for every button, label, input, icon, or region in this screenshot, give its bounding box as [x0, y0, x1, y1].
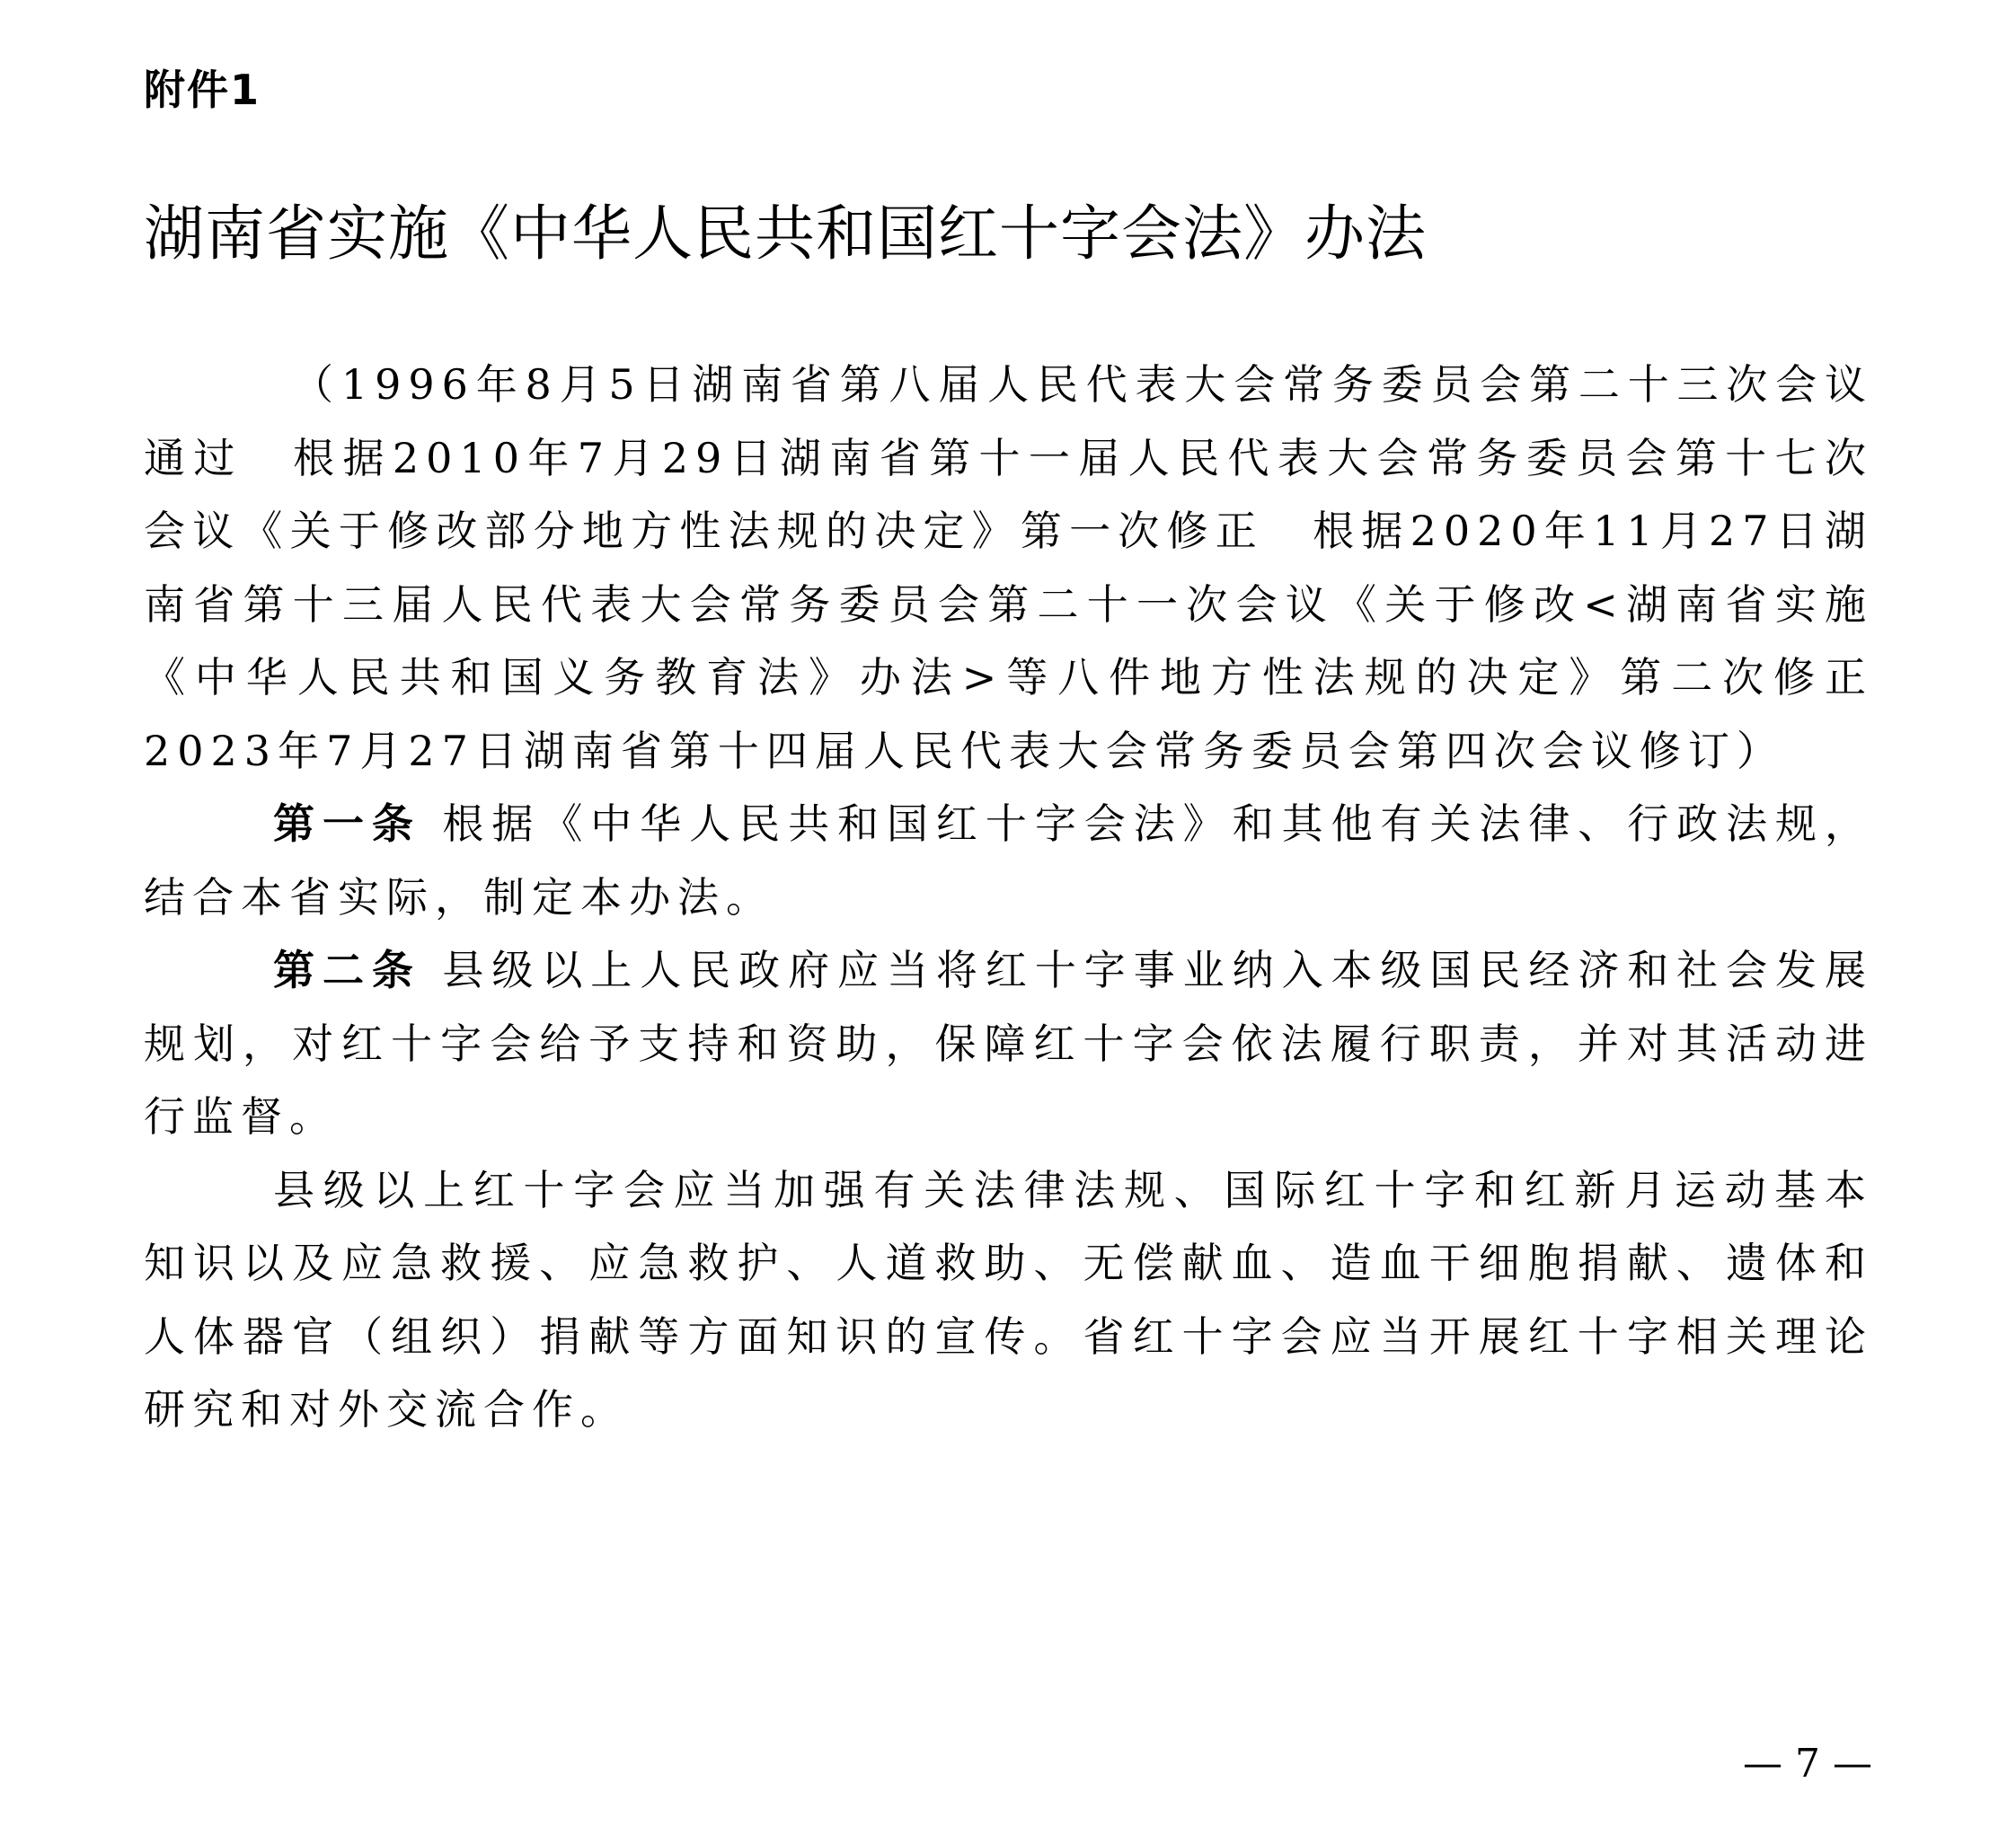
article-2-paragraph-2: 县级以上红十字会应当加强有关法律法规、国际红十字和红新月运动基本知识以及应急救援、应急救护、人道救助、无偿献血、造血干细胞捐献、遗体和人体器官（组织）捐献等方面知识的宣传。省红十字会应当开展红十字相关理论研究和对外交流合作。 — [144, 1165, 1873, 1434]
article-2-text: 县级以上人民政府应当将红十字事业纳入本级国民经济和社会发展规划，对红十字会给予支持和资助，保障红十字会依法履行职责，并对其活动进行监督。 — [144, 946, 1874, 1141]
document-body — [144, 349, 1922, 1447]
article-2-label: 第二条 — [273, 946, 421, 994]
attachment-label: 附件1 — [144, 66, 261, 114]
preface-paragraph: （1996年8月5日湖南省第八届人民代表大会常务委员会第二十三次会议通过 根据2010年7月29日湖南省第十一届人民代表大会常务委员会第十七次会议《关于修改部分地方性法规的决定》第一次修正 根据2020年11月27日湖南省第十三届人民代表大会常务委员会第二十一次会议《关于修改<湖南省实施《中华人民共和国义务教育法》办法>等八件地方性法规的决定》第二次修正 2023年7月27日湖南省第十四届人民代表大会常务委员会第四次会议修订） — [144, 360, 1922, 775]
article-1-text: 根据《中华人民共和国红十字会法》和其他有关法律、行政法规，结合本省实际，制定本办法。 — [144, 799, 1874, 922]
page-number: — 7 — — [1743, 1741, 1872, 1787]
article-1 — [144, 788, 1873, 934]
article-1-label: 第一条 — [273, 799, 421, 848]
document-title: 湖南省实施《中华人民共和国红十字会法》办法 — [144, 199, 1427, 269]
article-2 — [144, 934, 1873, 1154]
